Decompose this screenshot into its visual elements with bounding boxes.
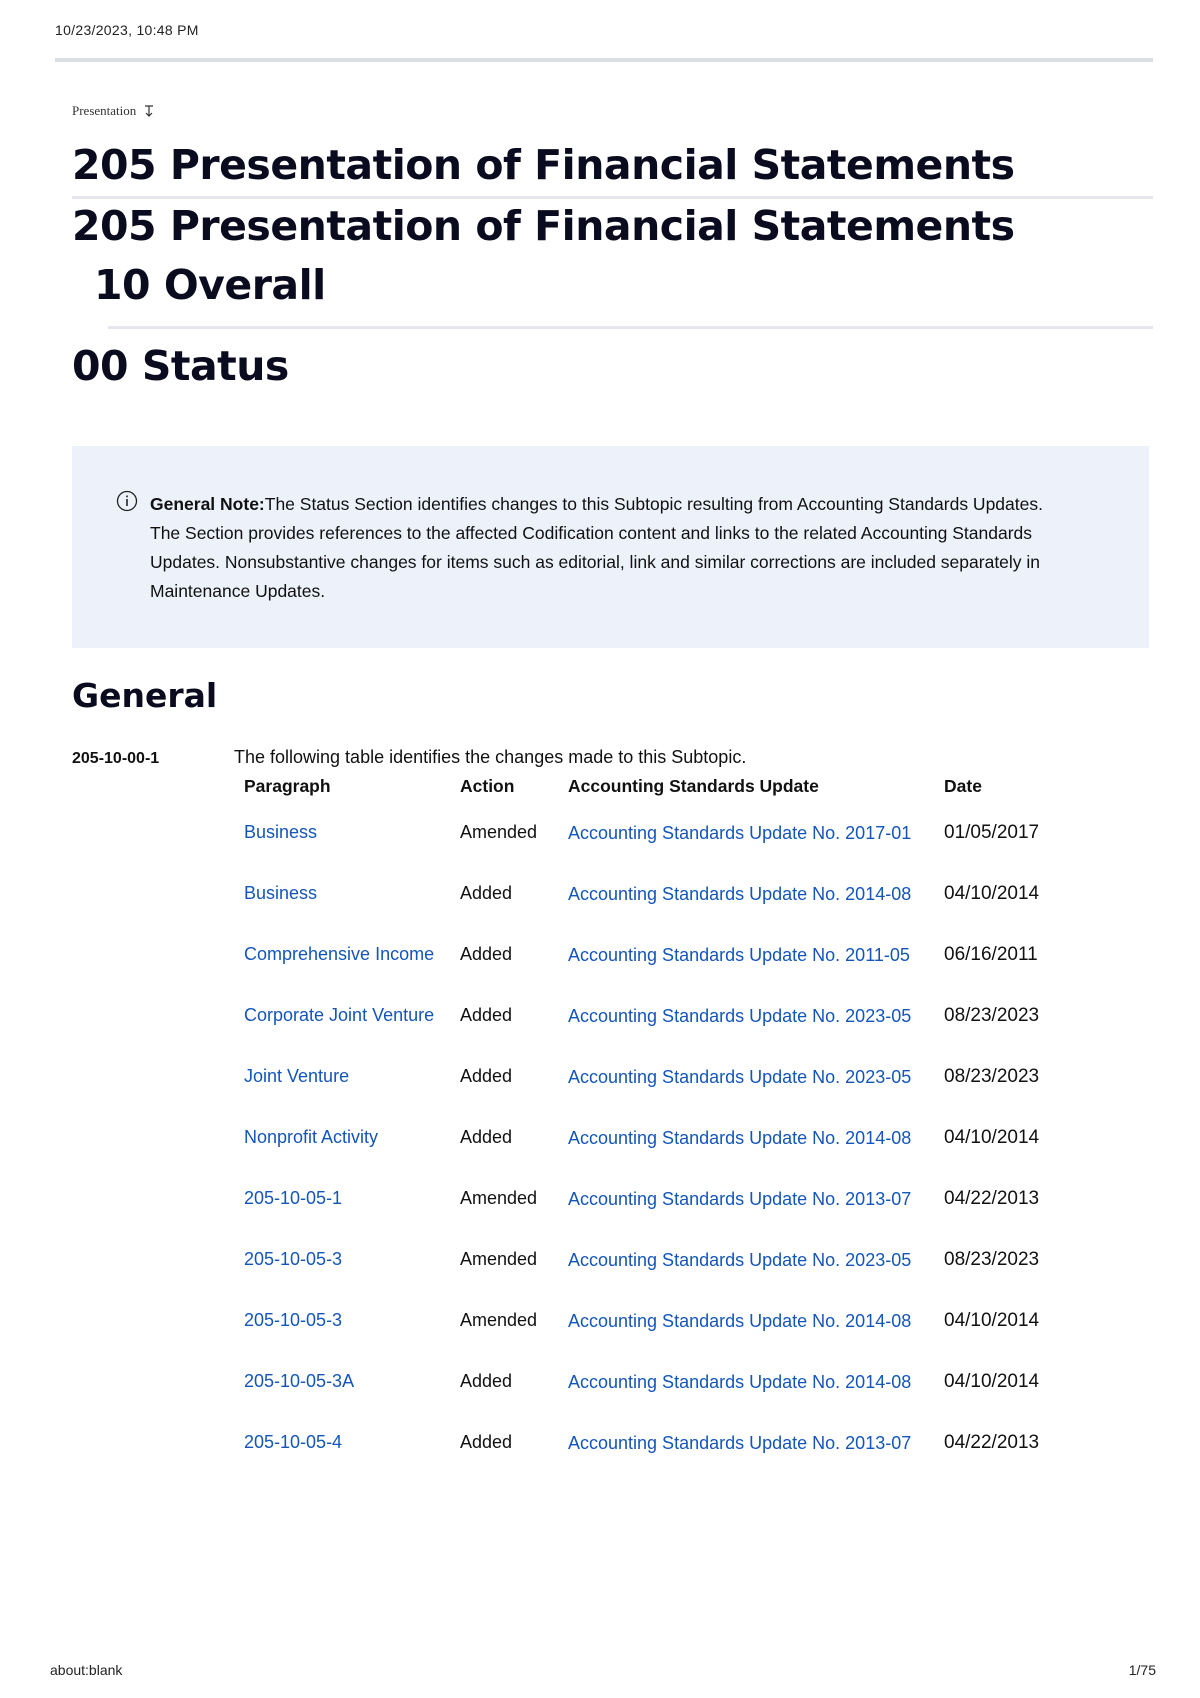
column-header-action: Action [460, 775, 515, 796]
general-note-text: The Status Section identifies changes to this Subtopic resulting from Accounting Standards Updates. The Section provides references to the affected Codification content and links to the related Accounting Standards Updates. Nonsubstantive changes for items such as editorial, link and similar corrections are included separately in Maintenance Updates. [150, 494, 1043, 601]
table-row [236, 1168, 1066, 1229]
action-cell: Added [460, 1432, 513, 1452]
asu-link[interactable]: Accounting Standards Update No. 2023-05 [568, 1249, 912, 1270]
column-header-date: Date [944, 775, 982, 796]
topic-title: 205 Presentation of Financial Statements [72, 141, 1015, 189]
subtopic-title: 205 Presentation of Financial Statements [72, 202, 1015, 250]
action-cell: Amended [460, 1188, 538, 1208]
date-cell: 08/23/2023 [944, 1004, 1040, 1026]
print-page-number: 1/75 [1128, 1662, 1156, 1678]
general-heading: General [72, 676, 218, 715]
asu-link[interactable]: Accounting Standards Update No. 2014-08 [568, 1371, 912, 1392]
header-divider [55, 58, 1153, 62]
action-cell: Amended [460, 1310, 538, 1330]
date-cell: 08/23/2023 [944, 1248, 1040, 1270]
arrow-down-icon [143, 104, 157, 118]
section-title: 00 Status [72, 342, 289, 390]
breadcrumb[interactable] [72, 103, 157, 119]
table-row [236, 1229, 1066, 1290]
asu-link[interactable]: Accounting Standards Update No. 2023-05 [568, 1066, 912, 1087]
table-row [236, 924, 1066, 985]
asu-link[interactable]: Accounting Standards Update No. 2014-08 [568, 1310, 912, 1331]
asu-link[interactable]: Accounting Standards Update No. 2017-01 [568, 822, 912, 843]
action-cell: Added [460, 944, 513, 964]
title-divider [72, 196, 1153, 199]
date-cell: 04/10/2014 [944, 1309, 1040, 1331]
action-cell: Amended [460, 822, 538, 842]
table-row [236, 1046, 1066, 1107]
asu-link[interactable]: Accounting Standards Update No. 2013-07 [568, 1188, 912, 1209]
action-cell: Added [460, 1127, 513, 1147]
print-timestamp: 10/23/2023, 10:48 PM [55, 22, 199, 38]
asu-link[interactable]: Accounting Standards Update No. 2023-05 [568, 1005, 912, 1026]
action-cell: Added [460, 1371, 513, 1391]
action-cell: Added [460, 1066, 513, 1086]
date-cell: 08/23/2023 [944, 1065, 1040, 1087]
paragraph-link[interactable]: 205-10-05-1 [244, 1188, 343, 1208]
paragraph-link[interactable]: Joint Venture [244, 1066, 350, 1086]
date-cell: 01/05/2017 [944, 821, 1040, 843]
table-row [236, 1290, 1066, 1351]
column-header-paragraph: Paragraph [244, 775, 331, 796]
action-cell: Added [460, 1005, 513, 1025]
table-row [236, 1351, 1066, 1412]
paragraph-link[interactable]: Comprehensive Income [244, 944, 435, 964]
print-url: about:blank [50, 1662, 123, 1678]
changes-table [236, 770, 1066, 1473]
paragraph-link[interactable]: Business [244, 883, 318, 903]
asu-link[interactable]: Accounting Standards Update No. 2013-07 [568, 1432, 912, 1453]
general-note [150, 490, 1070, 606]
table-row [236, 802, 1066, 863]
asu-link[interactable]: Accounting Standards Update No. 2014-08 [568, 883, 912, 904]
action-cell: Added [460, 883, 513, 903]
info-icon [116, 490, 138, 512]
paragraph-link[interactable]: 205-10-05-3A [244, 1371, 355, 1391]
table-row [236, 1412, 1066, 1473]
breadcrumb-label[interactable]: Presentation [72, 103, 137, 118]
general-note-label: General Note: [150, 494, 265, 514]
subtopic-divider [108, 326, 1153, 329]
date-cell: 04/10/2014 [944, 1370, 1040, 1392]
date-cell: 04/10/2014 [944, 1126, 1040, 1148]
action-cell: Amended [460, 1249, 538, 1269]
table-row [236, 1107, 1066, 1168]
paragraph-link[interactable]: 205-10-05-4 [244, 1432, 343, 1452]
subtopic-title-suffix: 10 Overall [94, 261, 326, 309]
paragraph-link[interactable]: 205-10-05-3 [244, 1310, 343, 1330]
table-header-row [236, 770, 1066, 802]
date-cell: 04/22/2013 [944, 1187, 1040, 1209]
paragraph-number: 205-10-00-1 [72, 750, 160, 767]
asu-link[interactable]: Accounting Standards Update No. 2011-05 [568, 944, 910, 965]
paragraph-link[interactable]: Business [244, 822, 318, 842]
paragraph-link[interactable]: Corporate Joint Venture [244, 1005, 435, 1025]
paragraph-link[interactable]: 205-10-05-3 [244, 1249, 343, 1269]
column-header-asu: Accounting Standards Update [568, 775, 819, 796]
table-row [236, 863, 1066, 924]
paragraph-text: The following table identifies the changes made to this Subtopic. [234, 747, 747, 767]
paragraph-link[interactable]: Nonprofit Activity [244, 1127, 379, 1147]
date-cell: 06/16/2011 [944, 943, 1038, 965]
date-cell: 04/22/2013 [944, 1431, 1040, 1453]
table-row [236, 985, 1066, 1046]
asu-link[interactable]: Accounting Standards Update No. 2014-08 [568, 1127, 912, 1148]
date-cell: 04/10/2014 [944, 882, 1040, 904]
